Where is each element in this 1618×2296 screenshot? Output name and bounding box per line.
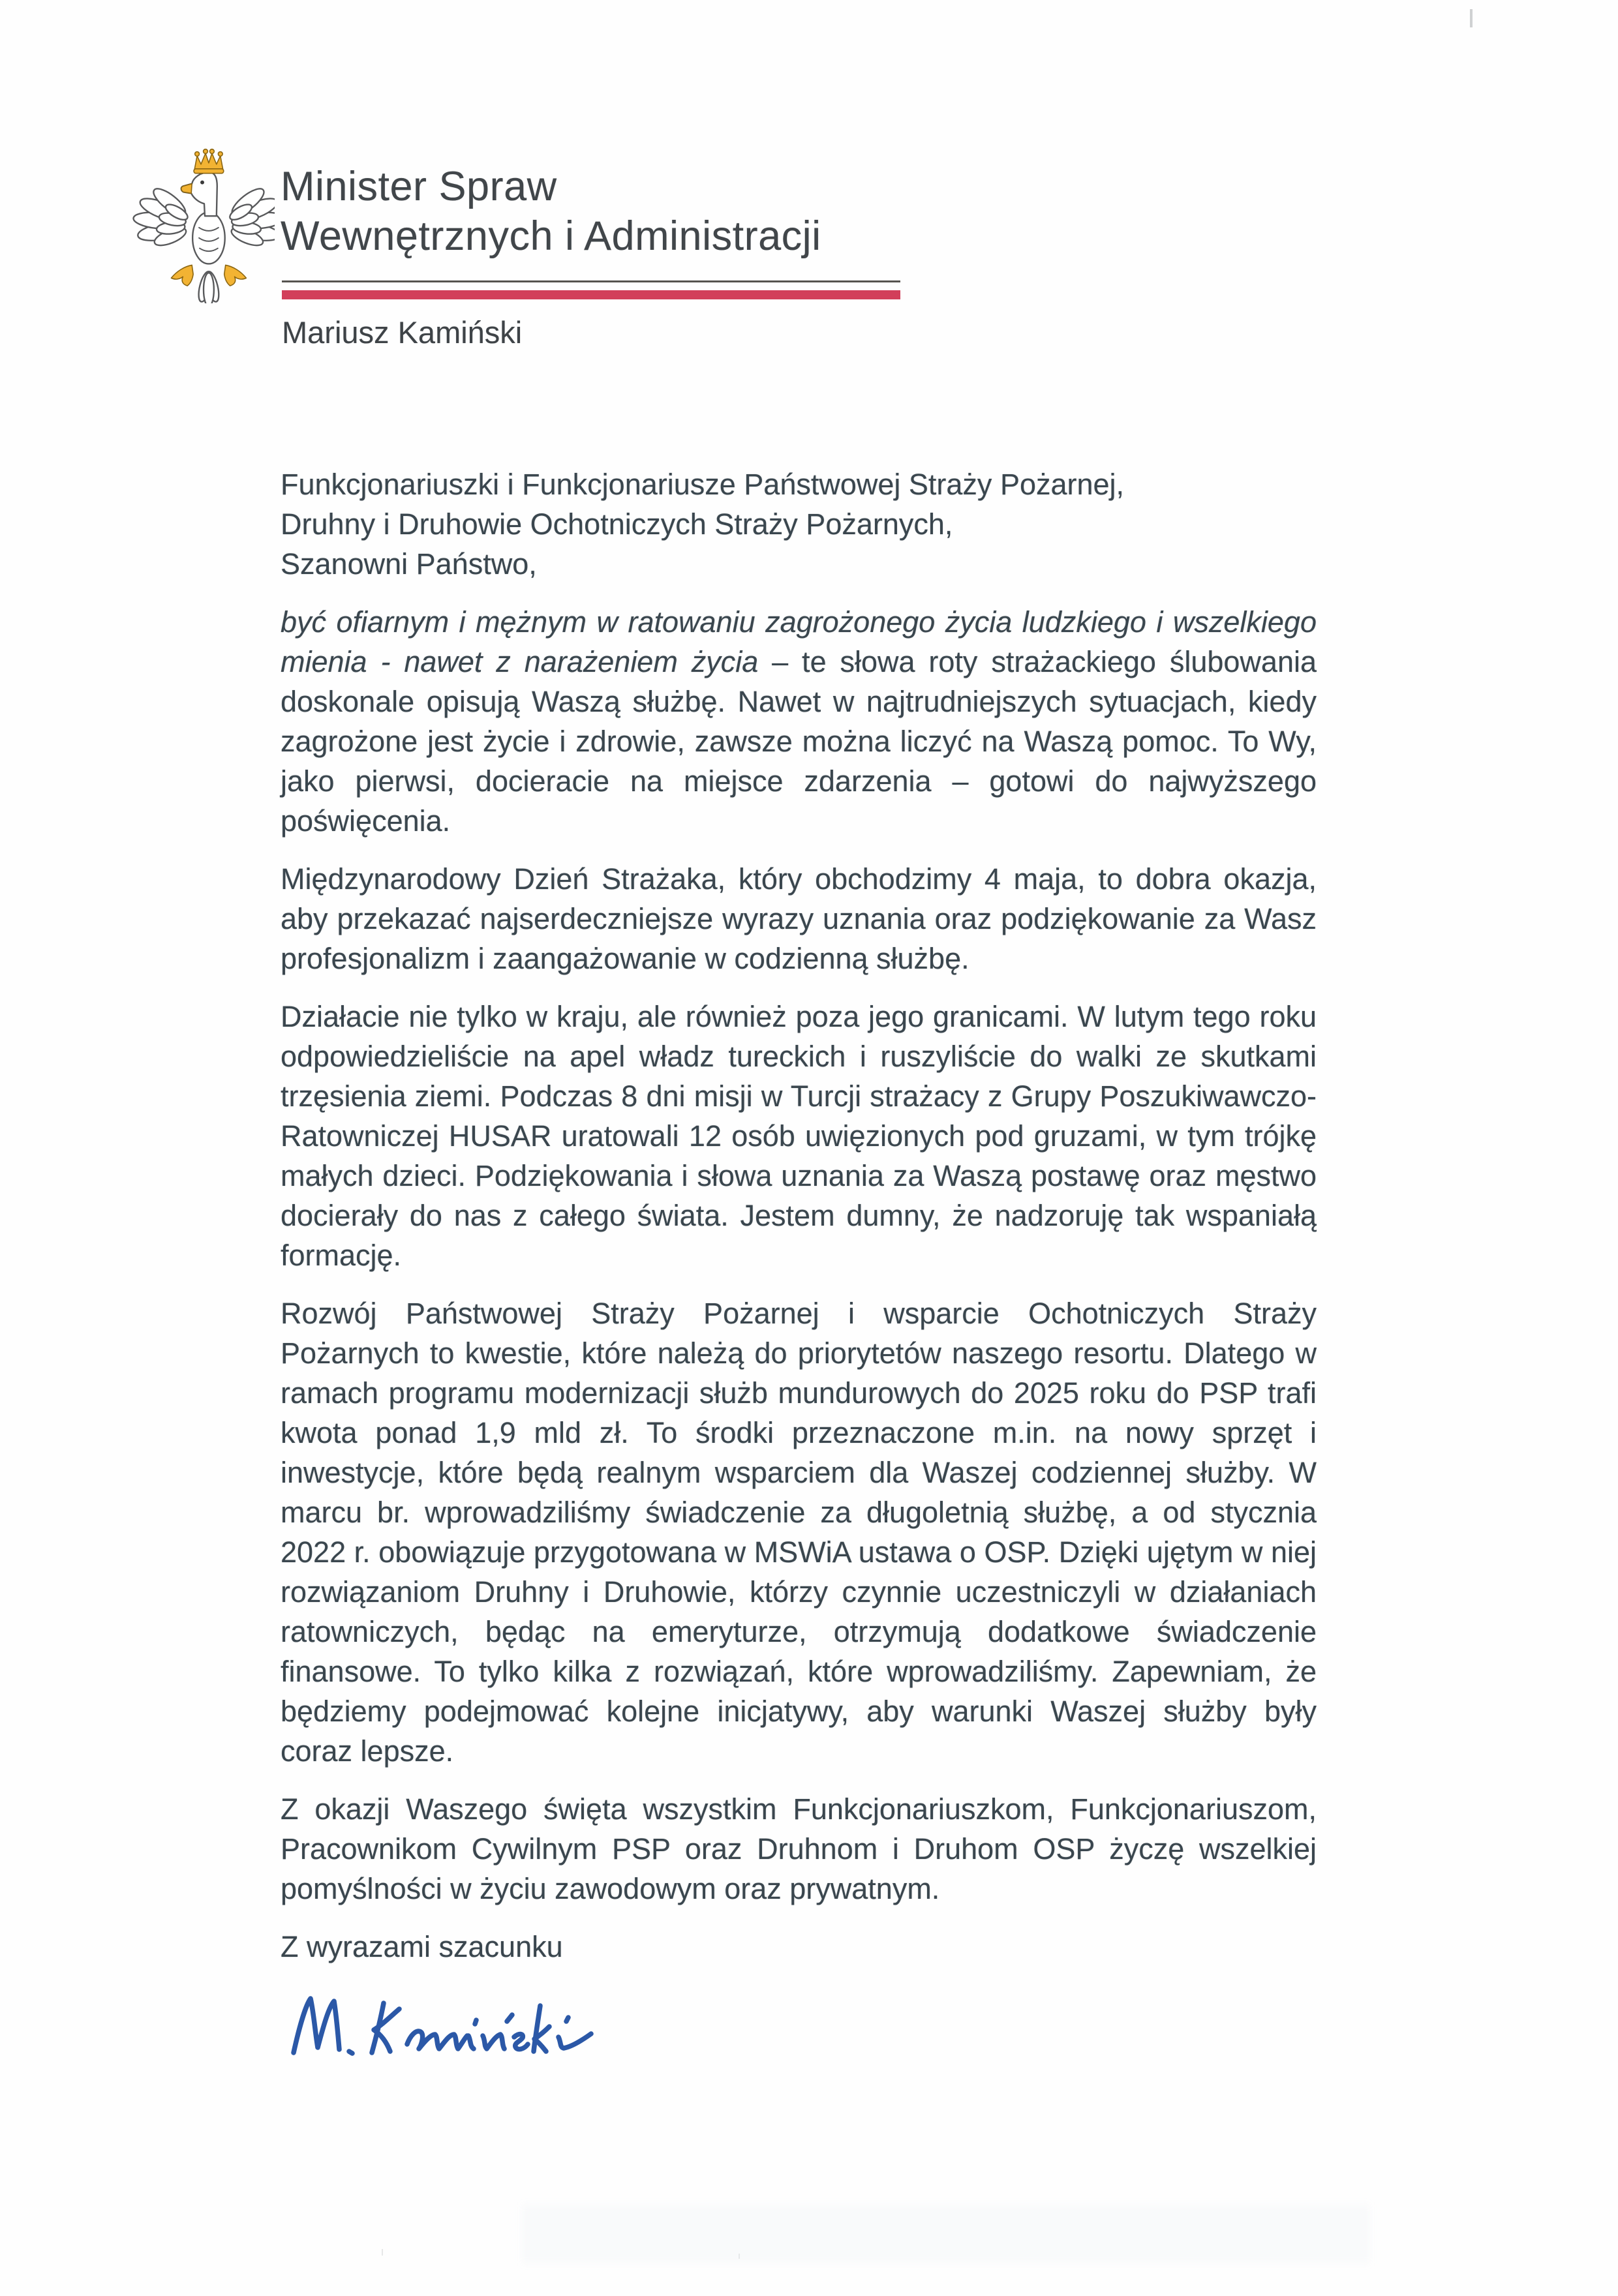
letter-paragraph: Działacie nie tylko w kraju, ale również poza jego granicami. W lutym tego roku odpowiedzieliście na apel władz tureckich i ruszyliście do walki ze skutkami trzęsienia ziemi. Podczas 8 dni misji w Turcji strażacy z Grupy Poszukiwawczo-Ratowniczej HUSAR uratowali 12 osób uwięzionych pod gruzami, w tym trójkę małych dzieci. Podziękowania i słowa uznania za Waszą postawę oraz męstwo docierały do nas z całego świata. Jestem dumny, że nadzoruję tak wspaniałą formację. bbox=[281, 1000, 1317, 1272]
coat-of-arms-eagle-icon bbox=[132, 147, 275, 303]
eagle-eye bbox=[200, 181, 204, 185]
letter-paragraph: Międzynarodowy Dzień Strażaka, który obchodzimy 4 maja, to dobra okazja, aby przekazać najserdeczniejsze wyrazy uznania oraz podziękowanie za Wasz profesjonalizm i zaangażowanie w codzienną służbę. bbox=[281, 862, 1317, 975]
letter-paragraph: Z okazji Waszego święta wszystkim Funkcjonariuszkom, Funkcjonariuszom, Pracownikom Cywilnym PSP oraz Druhnom i Druhom OSP życzę wszelkiej pomyślności w życiu zawodowym oraz prywatnym. bbox=[281, 1792, 1317, 1905]
title-line-2: Wewnętrznych i Administracji bbox=[281, 213, 821, 259]
scan-artifact bbox=[382, 2249, 383, 2256]
flag-rule bbox=[282, 280, 900, 299]
salutation bbox=[281, 464, 1317, 584]
letter-paragraph: Rozwój Państwowej Straży Pożarnej i wsparcie Ochotniczych Straży Pożarnych to kwestie, które należą do priorytetów naszego resortu. Dlatego w ramach programu modernizacji służb mundurowych do 2025 roku do PSP trafi kwota ponad 1,9 mld zł. To środki przeznaczone m.in. na nowy sprzęt i inwestycje, które będą realnym wsparciem dla Waszej codziennej służby. W marcu br. wprowadziliśmy świadczenie za długoletnią służbę, a od stycznia 2022 r. obowiązuje przygotowana w MSWiA ustawa o OSP. Dzięki ujętym w niej rozwiązaniom Druhny i Druhowie, którzy czynnie uczestniczyli w działaniach ratowniczych, będąc na emeryturze, otrzymują dodatkowe świadczenie finansowe. To tylko kilka z rozwiązań, które wprowadziliśmy. Zapewniam, że będziemy podejmować kolejne inicjatywy, aby warunki Waszej służby były coraz lepsze. bbox=[281, 1297, 1317, 1768]
salutation-line: Szanowni Państwo, bbox=[281, 547, 537, 581]
minister-name: Mariusz Kamiński bbox=[282, 315, 523, 350]
handwritten-signature bbox=[284, 1989, 630, 2064]
scan-artifact bbox=[1470, 9, 1473, 27]
scan-artifact bbox=[522, 2205, 1370, 2263]
oath-continuation: – te słowa roty strażackiego ślubowania doskonale opisują Waszą służbę. Nawet w najtrudniejszych sytuacjach, kiedy zagrożone jest życie i zdrowie, zawsze można liczyć na Waszą pomoc. To Wy, jako pierwsi, docieracie na miejsce zdarzenia – gotowi do najwyższego poświęcenia. bbox=[281, 645, 1317, 838]
salutation-line: Druhny i Druhowie Ochotniczych Straży Pożarnych, bbox=[281, 507, 953, 541]
salutation-line: Funkcjonariuszki i Funkcjonariusze Państwowej Straży Pożarnej, bbox=[281, 468, 1125, 501]
closing-phrase: Z wyrazami szacunku bbox=[281, 1930, 563, 1963]
letter-body bbox=[281, 464, 1317, 2064]
flag-rule-red-bar bbox=[282, 290, 900, 299]
oath-quote-italic: być ofiarnym i mężnym w ratowaniu zagrożonego życia ludzkiego i wszelkiego mienia - nawet z narażeniem życia bbox=[281, 605, 1317, 678]
flag-rule-gap bbox=[282, 282, 900, 290]
paragraph-oath bbox=[281, 602, 1317, 841]
title-line-1: Minister Spraw bbox=[281, 164, 557, 209]
page-title bbox=[281, 162, 821, 261]
